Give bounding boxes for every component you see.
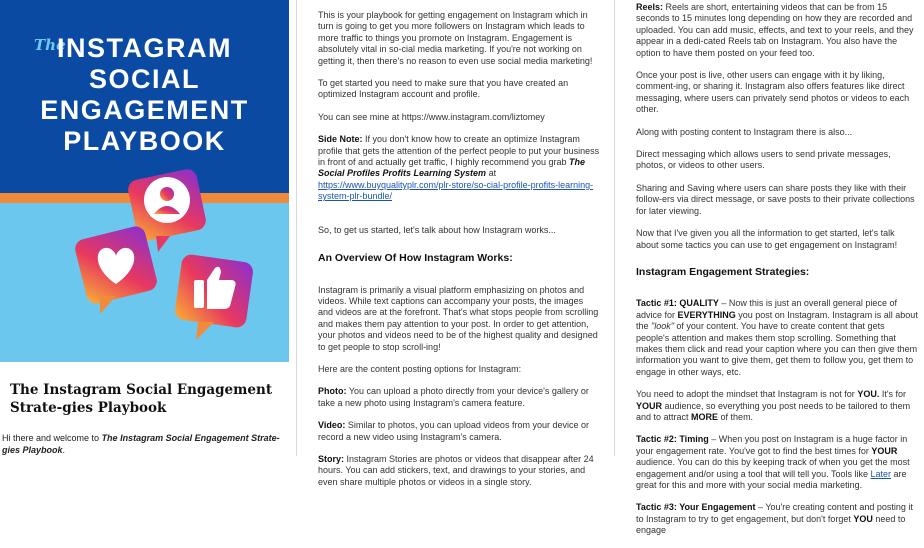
page-2 bbox=[304, 0, 608, 487]
overview-paragraph: Instagram is primarily a visual platform emphasizing on photos and videos. While text captions can accompany your posts, the images and videos are at the forefront. That's what stops people from scrolling and makes them pay attention to your post. In order to get attention, your photos and videos need to be of the highest quality and designed to get people to stop scroll-ing! bbox=[318, 284, 599, 352]
page-3-column bbox=[636, 2, 918, 548]
cover-illustration bbox=[70, 170, 270, 345]
sharing-paragraph: Sharing and Saving where users can share posts they like with their follow-ers via direct message, or save posts to their private collections for later viewing. bbox=[636, 182, 915, 216]
book-title: The Instagram Social Engagement Strate-gies Playbook bbox=[10, 382, 273, 416]
cover-image bbox=[0, 0, 289, 362]
welcome-lead: Hi there and welcome to bbox=[2, 433, 102, 443]
live-paragraph: Once your post is live, other users can engage with it by liking, comment-ing, or sharing it. Instagram also offers features like direct messaging, where users can privately send photos or videos to each other. bbox=[636, 70, 910, 115]
side-note-label: Side Note: bbox=[318, 134, 363, 145]
story-label: Story: bbox=[318, 453, 345, 464]
lets-talk-paragraph: So, to get us started, let's talk about how Instagram works... bbox=[318, 224, 556, 235]
tactic-2-text-b: audience. You can do this by keeping track of when you get the most engagement and/or using a tool that will tell you. Tools like bbox=[636, 457, 910, 479]
tactic-2-your: YOUR bbox=[871, 445, 898, 456]
mindset-you: YOU. bbox=[857, 389, 880, 400]
tactic-2-paragraph bbox=[636, 434, 918, 491]
tactic-1-text-c: of your content. You have to create content that gets people's attention and makes them stop scrolling. Something that makes them click and read your caption where you can then give them information you want to give them, get them to follow you, get them to engage in other ways, etc. bbox=[636, 321, 918, 377]
photo-label: Photo: bbox=[318, 386, 347, 397]
cover-the-word: The bbox=[34, 36, 66, 54]
tactic-1-look: "look" bbox=[651, 321, 674, 332]
photo-paragraph bbox=[318, 386, 600, 409]
get-started-paragraph: To get started you need to make sure that you have created an optimized Instagram account and profile. bbox=[318, 78, 569, 100]
thumbs-up-notification-icon bbox=[174, 253, 254, 340]
welcome-book-title: The Instagram Social Engagement Strate-gies Playbook bbox=[2, 433, 280, 455]
welcome-text bbox=[2, 432, 286, 456]
tactic-3-text-a: – You're creating content and posting it to Instagram to try to get engagement, but don't forget bbox=[636, 502, 913, 524]
mindset-paragraph bbox=[636, 389, 918, 423]
cover-page bbox=[0, 0, 289, 456]
mindset-more: MORE bbox=[691, 411, 719, 422]
now-paragraph: Now that I've given you all the information to get started, let's talk about some tactics you can use to get engagement on Instagram! bbox=[636, 228, 898, 250]
cover-title bbox=[0, 33, 289, 157]
mindset-text-d: of them. bbox=[718, 411, 754, 422]
video-label: Video: bbox=[318, 420, 346, 431]
side-note-text: If you don't know how to create an optimize Instagram profile that gets the attention of the perfect people to put your business in front of and actually get traffic, I highly recommend you grab bbox=[318, 134, 600, 168]
reels-paragraph bbox=[636, 2, 918, 59]
page-3 bbox=[622, 0, 924, 536]
dm-paragraph: Direct messaging which allows users to send private messages, photos, or videos to other users. bbox=[636, 149, 891, 171]
page-divider bbox=[296, 0, 297, 456]
tactic-3-paragraph bbox=[636, 502, 918, 536]
tactic-1-everything: EVERYTHING bbox=[677, 309, 736, 320]
tactic-3-label: Tactic #3: Your Engagement bbox=[636, 502, 756, 513]
overview-heading: An Overview Of How Instagram Works: bbox=[318, 252, 513, 265]
tactic-1-paragraph bbox=[636, 298, 918, 378]
mindset-text-c: audience, so everything you post needs to be tailored to them and to attract bbox=[636, 400, 911, 422]
tactic-3-you: YOU bbox=[853, 513, 873, 524]
story-text: Instagram Stories are photos or videos that disappear after 24 hours. You can add stickers, text, and drawings to your stories, and even share multiple photos or videos in a single story. bbox=[318, 453, 594, 487]
tactic-2-text-c: are great for this and more with your social media marketing. bbox=[636, 468, 907, 490]
tactic-1-label: Tactic #1: QUALITY bbox=[636, 298, 719, 309]
story-paragraph bbox=[318, 454, 600, 488]
along-paragraph: Along with posting content to Instagram there is also... bbox=[636, 126, 853, 137]
mindset-your: YOUR bbox=[636, 400, 663, 411]
cover-title-line-4: PLAYBOOK bbox=[63, 126, 226, 156]
cover-title-line-2: SOCIAL bbox=[88, 64, 200, 94]
video-text: Similar to photos, you can upload videos from your device or record a new video using Instagram's camera. bbox=[318, 420, 589, 442]
strategies-heading: Instagram Engagement Strategies: bbox=[636, 265, 810, 278]
page-2-column bbox=[318, 10, 600, 499]
heart-notification-icon bbox=[73, 224, 159, 314]
tactic-2-label: Tactic #2: Timing bbox=[636, 434, 709, 445]
tactic-3-text-b: need to engage bbox=[636, 513, 906, 536]
cover-title-line-3: ENGAGEMENT bbox=[40, 95, 249, 125]
profile-paragraph: You can see mine at https://www.instagram.com/liztomey bbox=[318, 111, 545, 122]
side-note-product: The Social Profiles Profits Learning System bbox=[318, 157, 585, 179]
tactic-1-text-a: – Now this is just an overall general piece of advice for bbox=[636, 298, 897, 320]
welcome-end: . bbox=[62, 445, 66, 455]
reels-text: Reels are short, entertaining videos that can be from 15 seconds to 15 minutes long depending on how they are recorded and uploaded. You can add music, effects, and text to your reels, and they appear in a dedi-cated Reels tab on Instagram. You also have the option to have them posted on your feed too. bbox=[636, 2, 914, 58]
photo-text: You can upload a photo directly from your device's gallery or take a new photo using Instagram's camera feature. bbox=[318, 386, 589, 408]
options-paragraph: Here are the content posting options for Instagram: bbox=[318, 363, 522, 374]
intro-paragraph: This is your playbook for getting engagement on Instagram which in turn is going to get you more followers on Instagram which leads to more traffic to things you promote on Instagram. Engagement is absolutely vital in so-cial media marketing. If you're not working on getting it, then there's no reason to even use social media marketing! bbox=[318, 10, 593, 66]
mindset-text-b: It's for bbox=[879, 389, 907, 400]
tactic-1-text-b: you post on Instagram. Instagram is all about the bbox=[636, 309, 918, 332]
side-note-paragraph bbox=[318, 134, 600, 202]
later-link[interactable]: Later bbox=[870, 468, 891, 479]
side-note-link[interactable]: https://www.buyqualityplr.com/plr-store/so-cial-profile-profits-learning-system-plr-bundle/ bbox=[318, 179, 594, 202]
mindset-text-a: You need to adopt the mindset that Instagram is not for bbox=[636, 389, 858, 400]
video-paragraph bbox=[318, 420, 600, 443]
tactic-2-text-a: – When you post on Instagram is a huge factor in your engagement rate. You've got to find the best times for bbox=[636, 434, 908, 456]
reels-label: Reels: bbox=[636, 2, 664, 12]
side-note-at: at bbox=[486, 168, 497, 179]
page-divider bbox=[614, 0, 615, 456]
cover-title-line-1: INSTAGRAM bbox=[57, 33, 232, 63]
